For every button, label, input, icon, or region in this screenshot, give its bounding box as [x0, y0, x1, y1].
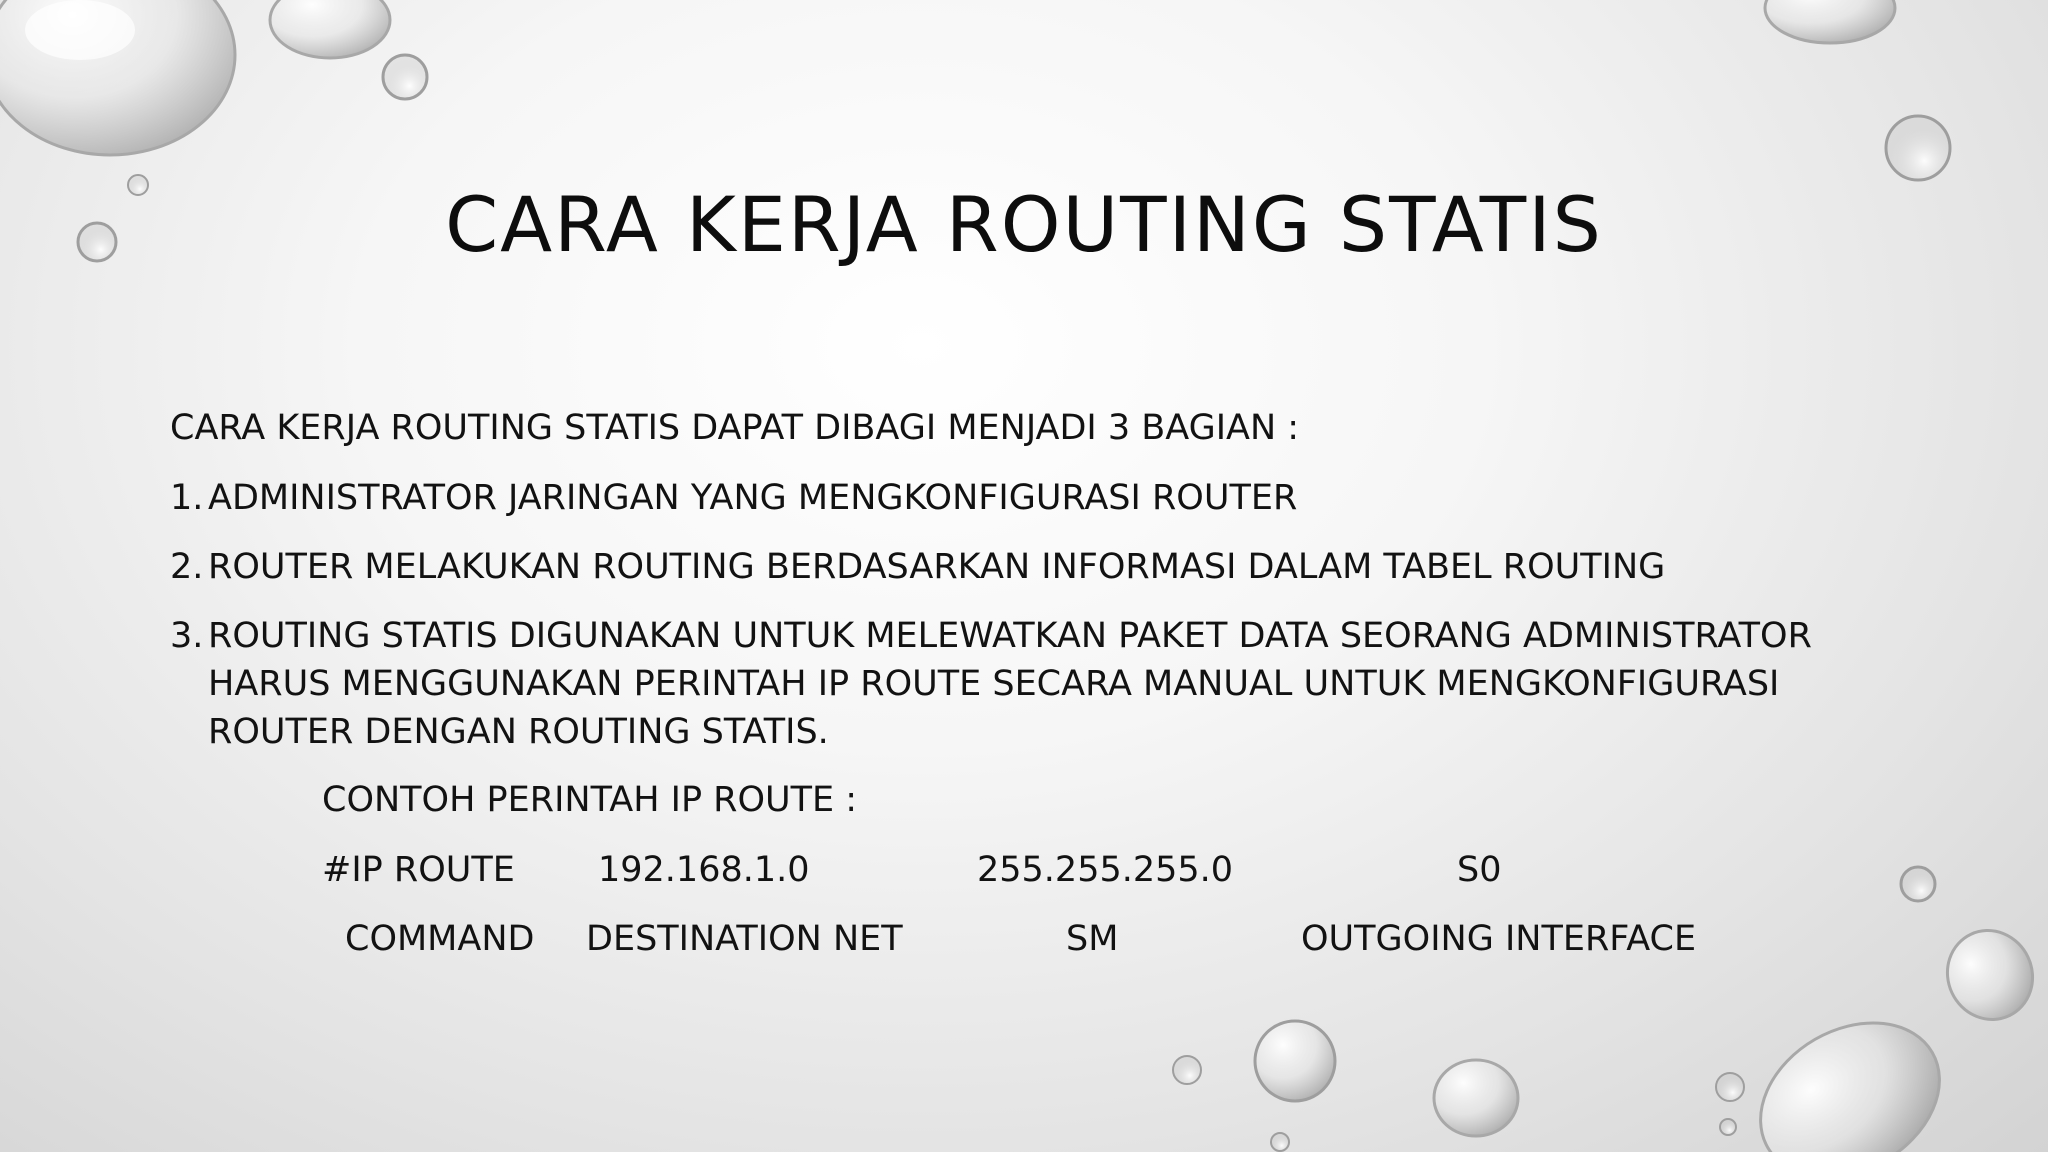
intro-text: CARA KERJA ROUTING STATIS DAPAT DIBAGI MENJADI 3 BAGIAN :: [170, 408, 1300, 448]
list-item-text: HARUS MENGGUNAKAN PERINTAH IP ROUTE SECARA MANUAL UNTUK MENGKONFIGURASI: [208, 664, 1780, 704]
water-drop: [1765, 0, 1895, 43]
list-item-text: ADMINISTRATOR JARINGAN YANG MENGKONFIGURASI ROUTER: [208, 478, 1298, 518]
list-item-text: ROUTER MELAKUKAN ROUTING BERDASARKAN INFORMASI DALAM TABEL ROUTING: [208, 547, 1666, 587]
command-cell: #IP ROUTE: [322, 850, 515, 890]
subnet-mask-label: SM: [1066, 919, 1119, 959]
water-drop: [1434, 1060, 1518, 1136]
list-item-text: ROUTING STATIS DIGUNAKAN UNTUK MELEWATKAN PAKET DATA SEORANG ADMINISTRATOR: [208, 616, 1812, 656]
water-drop: [1886, 116, 1950, 180]
water-drop: [1271, 1133, 1289, 1151]
list-item-text: ROUTER DENGAN ROUTING STATIS.: [208, 712, 829, 752]
water-drop: [1733, 992, 1968, 1152]
water-drop: [0, 0, 235, 155]
water-drop: [1716, 1073, 1744, 1101]
slide-title: CARA KERJA ROUTING STATIS: [445, 180, 1603, 269]
water-drop: [1173, 1056, 1201, 1084]
destination-cell: 192.168.1.0: [598, 850, 810, 890]
interface-cell: S0: [1457, 850, 1502, 890]
water-drop: [1720, 1119, 1736, 1135]
command-label: COMMAND: [345, 919, 535, 959]
example-label: CONTOH PERINTAH IP ROUTE :: [322, 780, 858, 820]
list-item-number: 3.: [170, 616, 204, 656]
list-item-number: 1.: [170, 478, 204, 518]
water-drop: [1255, 1021, 1335, 1101]
subnet-mask-cell: 255.255.255.0: [977, 850, 1234, 890]
water-drop: [1901, 867, 1935, 901]
interface-label: OUTGOING INTERFACE: [1301, 919, 1697, 959]
destination-label: DESTINATION NET: [586, 919, 903, 959]
water-drop: [383, 55, 427, 99]
water-drop: [270, 0, 390, 58]
water-drop: [1933, 916, 2047, 1033]
list-item-number: 2.: [170, 547, 204, 587]
